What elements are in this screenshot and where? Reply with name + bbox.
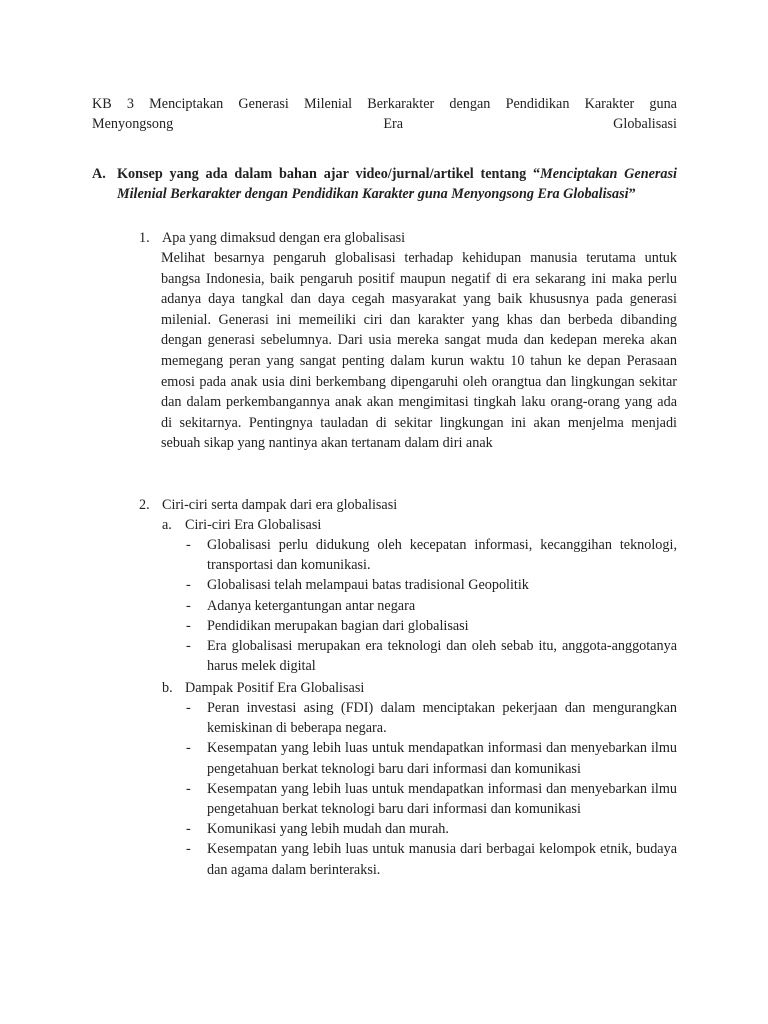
subsection-title: Dampak Positif Era Globalisasi [185, 680, 365, 696]
bullet-text: Pendidikan merupakan bagian dari globalisasi [207, 617, 469, 634]
bullet-item [184, 616, 677, 636]
item-number: 2. [139, 497, 150, 513]
bullet-text: Kesempatan yang lebih luas untuk mendapatkan informasi dan menyebarkan ilmu pengetahuan berkat teknologi baru dari informasi dan komunikasi [207, 740, 677, 777]
section-heading-plain: Konsep yang ada dalam bahan ajar video/jurnal/artikel tentang “ [117, 166, 541, 182]
bullet-dash: - [186, 597, 191, 614]
bullet-item [184, 575, 677, 595]
bullet-text: Peran investasi asing (FDI) dalam menciptakan pekerjaan dan mengurangkan kemiskinan di beberapa negara. [207, 700, 677, 737]
bullet-item [184, 738, 677, 778]
bullet-dash: - [186, 577, 191, 594]
subsection-letter: b. [162, 680, 173, 696]
bullet-text: Kesempatan yang lebih luas untuk mendapatkan informasi dan menyebarkan ilmu pengetahuan berkat teknologi baru dari informasi dan komunikasi [207, 780, 677, 818]
document-title [92, 94, 677, 134]
subsection-letter: a. [162, 517, 172, 533]
bullet-text: Adanya ketergantungan antar negara [207, 597, 416, 614]
item-number: 1. [139, 230, 150, 246]
bullet-item [184, 819, 677, 839]
subsection-title: Ciri-ciri Era Globalisasi [185, 517, 322, 533]
title-line-2: Menyongsong Era Globalisasi [92, 116, 677, 132]
subsection-a-bullets [184, 535, 677, 676]
section-a-heading [92, 164, 677, 204]
section-heading-italic: Menciptakan Generasi Milenial Berkarakter dengan Pendidikan Karakter guna Menyongsong Era Globalisasi [117, 166, 677, 202]
bullet-item [184, 839, 677, 879]
section-heading-text [117, 164, 677, 204]
item-title: Ciri-ciri serta dampak dari era globalisasi [162, 497, 398, 513]
bullet-dash: - [186, 700, 191, 716]
bullet-text: Globalisasi perlu didukung oleh kecepatan informasi, kecanggihan teknologi, transportasi dan komunikasi. [207, 537, 677, 574]
bullet-text: Era globalisasi merupakan era teknologi dan oleh sebab itu, anggota-anggotanya harus melek digital [207, 638, 677, 675]
bullet-dash: - [186, 740, 191, 757]
item-1-paragraph: Melihat besarnya pengaruh globalisasi terhadap kehidupan manusia terutama untuk bangsa Indonesia, baik pengaruh positif maupun negatif di era sekarang ini maka perlu adanya daya tangkal dan daya cegah masyarakat yang baik khususnya pada generasi milenial. Generasi ini memeiliki ciri dan karakter yang khas dan berbeda dibanding dengan generasi sebelumnya. Dari usia mereka sangat muda dan kedepan mereka akan memegang peran yang sangat penting dalam kurun waktu 10 tahun ke depan Perasaan emosi pada anak usia dini berkembang dipengaruhi oleh orangtua dan lingkungan sekitar dan dalam perkembangannya anak akan mengimitasi tingkah laku orang-orang yang ada di sekitarnya. Pentingnya tauladan di sekitar lingkungan ini akan menjelma menjadi sebuah sikap yang nantinya akan tertanam dalam diri anak [161, 250, 677, 452]
section-letter: A. [92, 166, 106, 182]
bullet-text: Komunikasi yang lebih mudah dan murah. [207, 821, 449, 838]
bullet-dash: - [186, 638, 191, 655]
title-line-1: KB 3 Menciptakan Generasi Milenial Berkarakter dengan Pendidikan Karakter guna [92, 96, 677, 112]
bullet-text: Kesempatan yang lebih luas untuk manusia dari berbagai kelompok etnik, budaya dan agama dalam berinteraksi. [207, 841, 677, 878]
bullet-item [184, 535, 677, 575]
bullet-item [184, 596, 677, 616]
section-heading-close: ” [628, 186, 636, 202]
item-title: Apa yang dimaksud dengan era globalisasi [162, 230, 406, 246]
bullet-dash: - [186, 537, 191, 553]
bullet-item [184, 636, 677, 676]
bullet-dash: - [186, 617, 191, 634]
bullet-text: Globalisasi telah melampaui batas tradisional Geopolitik [207, 577, 529, 594]
subsection-b-bullets [184, 698, 677, 880]
bullet-item [184, 698, 677, 738]
bullet-item [184, 779, 677, 819]
bullet-dash: - [186, 780, 191, 797]
bullet-dash: - [186, 841, 191, 858]
bullet-dash: - [186, 821, 191, 838]
